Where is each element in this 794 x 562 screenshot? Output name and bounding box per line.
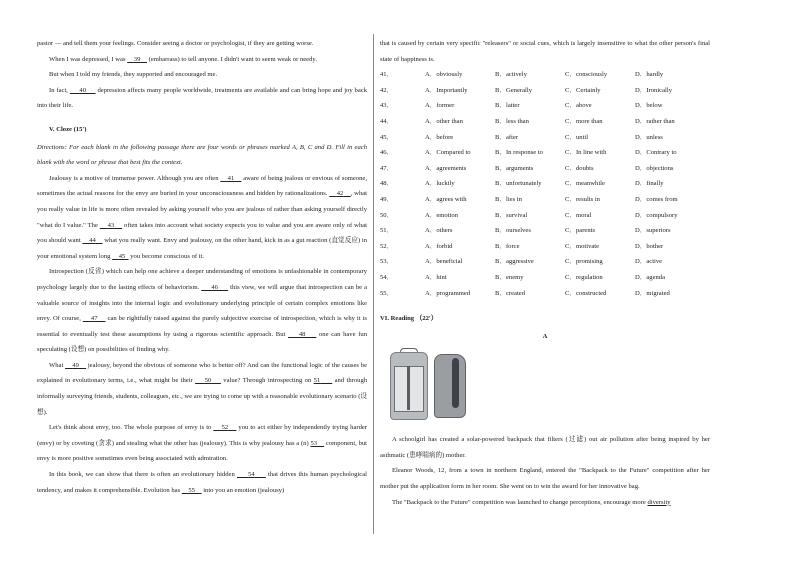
text: (embarrass) to tell anyone. I didn't want to seem weak or needy. [146, 55, 317, 63]
text: In fact, [49, 86, 70, 94]
option-a: A．hint [425, 273, 447, 281]
option-a: A．luckily [425, 180, 455, 188]
option-row [380, 223, 705, 239]
option-b: B．force [495, 242, 520, 250]
question-number: 55． [380, 289, 394, 297]
text: When I was depressed, I was [49, 55, 128, 63]
question-number: 43． [380, 102, 394, 110]
option-c: C．Certainly [565, 86, 601, 94]
section-heading: VI. Reading （22'） [380, 315, 438, 323]
option-b: B．unfortunately [495, 180, 542, 188]
text: , what you really value in life is more often revealed by asking yourself who you are jealous of rather than asking yourself directly "what do I value." The [37, 190, 367, 229]
option-d: D．Ironically [635, 86, 672, 94]
option-d: D．comes from [635, 195, 678, 203]
blank-number: 55 [188, 486, 195, 494]
question-number: 47． [380, 164, 394, 172]
blank-49 [65, 362, 86, 369]
option-row [380, 239, 705, 255]
option-b: B．latter [495, 102, 520, 110]
option-a: A．before [425, 133, 454, 141]
blank-number: 43 [107, 221, 115, 229]
text: you to act either by independently trying harder (envy) or by coveting (贪求) and stealing what the other has (jealousy). This is why jealousy has a (n) [37, 424, 367, 447]
option-row [380, 270, 705, 286]
option-c: C．motivate [565, 242, 600, 250]
option-row [380, 130, 705, 146]
option-row [380, 192, 705, 208]
blank-40 [70, 87, 96, 94]
option-d: D．superiors [635, 227, 671, 235]
question-number: 42． [380, 86, 394, 94]
underlined-word: diversity [647, 498, 671, 506]
option-d: D．compulsory [635, 211, 678, 219]
option-b: B．ourselves [495, 227, 531, 235]
text: often takes into account what society expects you to value and you are aware only of what you should want [37, 221, 368, 245]
blank-number: 46 [211, 283, 218, 291]
backpack-side [434, 354, 466, 418]
blank-number: 48 [298, 330, 306, 338]
blank-44 [82, 237, 102, 244]
text: that drives this human psychological tendency, and makes it comprehensible. Evolution has [37, 471, 367, 494]
paragraph [37, 264, 367, 358]
option-a: A．emotion [425, 211, 458, 219]
option-d: D．unless [635, 133, 663, 141]
question-number: 46． [380, 149, 394, 157]
right-column [380, 36, 710, 510]
paragraph [37, 420, 367, 467]
question-number: 52． [380, 242, 394, 250]
blank-number: 51 [313, 377, 321, 385]
backpack-image [382, 348, 470, 426]
paragraph: A schoolgirl has created a solar-powered backpack that filters (过滤) out air pollution after being inspired by her asthmatic (患哮喘病的) mother. [380, 436, 710, 459]
option-b: B．enemy [495, 273, 524, 281]
blank-53 [310, 440, 324, 447]
question-number: 49． [380, 195, 394, 203]
option-c: C．above [565, 102, 592, 110]
text: The "Backpack to the Future" competition was launched to change perceptions, encourage more [392, 498, 648, 506]
option-c: C．more than [565, 117, 603, 125]
option-d: D．hardly [635, 71, 664, 79]
blank-number: 41 [227, 174, 235, 182]
passage-label: A [542, 332, 548, 340]
directions: Directions: For each blank in the following passage there are four words or phrases marked A, B, C and D. Fill in each blank with the word or phrase that best fits the context. [37, 143, 367, 167]
text: what you really want. Envy and jealousy, on the other hand, kick in as a gut reaction (直觉反应) in your emotional system long [37, 237, 367, 260]
blank-46 [201, 284, 228, 291]
paragraph: that is caused by certain very specific "releasers" or social cues, which is largely insensitive to what the other person's final state of happiness is. [380, 40, 710, 63]
blank-43 [100, 222, 122, 229]
blank-54 [237, 471, 266, 478]
question-number: 53． [380, 258, 394, 266]
option-row [380, 114, 705, 130]
option-row [380, 176, 705, 192]
text: component, but envy is more positive sometimes even being associated with admiration. [37, 439, 368, 463]
paragraph [37, 52, 367, 68]
option-c: C．doubts [565, 164, 594, 172]
paragraph: Eleanor Woods, 12, from a town in northern England, entered the "Backpack to the Future" competition after her mother put the application form in her room. She went on to win the award for her innovative bag. [380, 467, 710, 491]
blank-47 [83, 315, 106, 322]
paragraph: But when I told my friends, they supported and encouraged me. [49, 71, 218, 79]
option-c: C．regulation [565, 273, 603, 281]
text: jealousy, beyond the obvious of someone who is better off? And can the functional logic of the causes be explained in evolutionary terms, i.e., what might be their [37, 361, 367, 385]
option-b: B．lies in [495, 195, 522, 203]
text: Introspection (反省) which can help one achieve a deeper understanding of emotions is unfashionable in contemporary psychology largely due to the lasting effects of behaviorism. [37, 268, 367, 291]
text: and through informally surveying friends, students, colleagues, etc., we are trying to come up with a reasonable evolutionary scenario (设想). [37, 377, 368, 416]
option-a: A．beneficial [425, 258, 463, 266]
question-number: 51． [380, 227, 394, 235]
paragraph [37, 171, 367, 265]
options-table [380, 67, 705, 301]
text: value? Through introspecting on [220, 377, 314, 385]
option-c: C．parents [565, 227, 596, 235]
option-a: A．other than [425, 117, 463, 125]
text: What [49, 361, 66, 369]
option-row [380, 286, 705, 302]
backpack-strap [452, 358, 459, 408]
option-c: C．until [565, 133, 589, 141]
option-a: A．obviously [425, 71, 463, 79]
blank-number: 44 [89, 237, 96, 245]
option-a: A．Compared to [425, 149, 471, 157]
option-row [380, 208, 705, 224]
option-c: C．promising [565, 258, 603, 266]
paragraph [37, 358, 367, 420]
blank-41 [220, 175, 241, 182]
option-b: B．aggressive [495, 258, 534, 266]
option-d: D．active [635, 258, 663, 266]
text: In this book, we can show that there is often an evolutionary hidden [49, 471, 237, 479]
option-b: B．Generally [495, 86, 532, 94]
option-d: D．rather than [635, 117, 675, 125]
option-c: C．In line with [565, 149, 607, 157]
option-a: A．programmed [425, 289, 471, 297]
paragraph: pastor — and tell them your feelings. Consider seeing a doctor or psychologist, if they are getting worse. [37, 40, 314, 47]
option-d: D．bother [635, 242, 664, 250]
blank-51 [314, 377, 333, 384]
paragraph [37, 83, 367, 114]
paragraph [380, 495, 710, 511]
text: one can have fun speculating (设想) on possibilities of finding why. [37, 330, 368, 354]
question-number: 44． [380, 117, 394, 125]
option-b: B．arguments [495, 164, 534, 172]
backpack-stripe [407, 366, 410, 410]
text: depression affects many people worldwide, treatments are available and can bring hope and joy back into their life. [37, 86, 367, 110]
option-b: B．survival [495, 211, 528, 219]
option-c: C．constructed [565, 289, 607, 297]
option-b: B．after [495, 133, 519, 141]
option-row [380, 254, 705, 270]
blank-48 [288, 331, 316, 338]
section-heading: V. Cloze (15') [49, 125, 87, 133]
option-a: A．others [425, 227, 453, 235]
option-row [380, 161, 705, 177]
text: Jealousy is a motive of immense power. Although you are often [49, 174, 221, 182]
text: can be rightfully raised against the purely subjective exercise of introspection, which is why it is essential to eventually test these assumptions by using a rigorous scientific approach. But [37, 315, 367, 338]
option-d: D．below [635, 102, 663, 110]
question-number: 54． [380, 273, 394, 281]
blank-52 [213, 424, 236, 431]
blank-number: 52 [221, 424, 229, 432]
option-c: C．moral [565, 211, 592, 219]
option-b: B．created [495, 289, 526, 297]
blank-number: 49 [72, 361, 79, 369]
option-row [380, 145, 705, 161]
option-d: D．finally [635, 180, 664, 188]
option-a: A．agreements [425, 164, 467, 172]
left-column [37, 36, 367, 498]
blank-55 [182, 487, 202, 494]
paragraph [37, 467, 367, 498]
option-row [380, 98, 705, 114]
blank-number: 42 [336, 190, 344, 198]
text: Let's think about envy, too. The whole purpose of envy is to [49, 424, 214, 432]
column-divider [373, 34, 374, 534]
blank-number: 45 [118, 252, 126, 260]
text: into you an emotion (jealousy) [201, 486, 285, 494]
text: aware of being jealous or envious of someone, sometimes the actual reasons for the envy are buried in your unconsciousness and hidden by rationalizations. [37, 174, 367, 198]
option-b: B．less than [495, 117, 529, 125]
blank-number: 40 [79, 86, 86, 94]
option-a: A．forbid [425, 242, 453, 250]
blank-39 [127, 56, 147, 63]
option-d: D．objections [635, 164, 674, 172]
question-number: 50． [380, 211, 394, 219]
option-c: C．consciously [565, 71, 608, 79]
blank-42 [329, 190, 350, 197]
blank-number: 39 [133, 55, 141, 63]
option-a: A．agrees with [425, 195, 467, 203]
text: this view, we will argue that introspection can be a valuable source of insights into the internal logic and evolutionary underlying principle of certain complex emotions like envy. Of course, [37, 283, 368, 323]
question-number: 41． [380, 71, 394, 79]
option-c: C．results in [565, 195, 600, 203]
option-row [380, 67, 705, 83]
blank-number: 50 [204, 377, 212, 385]
option-b: B．In response to [495, 149, 543, 157]
option-d: D．Contrary to [635, 149, 677, 157]
blank-number: 53 [310, 439, 318, 447]
question-number: 48． [380, 180, 394, 188]
blank-number: 47 [90, 315, 98, 323]
text: you become conscious of it. [128, 252, 205, 260]
option-d: D．agenda [635, 273, 666, 281]
option-c: C．meanwhile [565, 180, 605, 188]
blank-number: 54 [248, 471, 255, 479]
option-row [380, 83, 705, 99]
option-d: D．migrated [635, 289, 670, 297]
blank-45 [112, 253, 128, 260]
blank-50 [195, 377, 221, 384]
option-a: A．Importantly [425, 86, 468, 94]
question-number: 45． [380, 133, 394, 141]
option-b: B．actively [495, 71, 527, 79]
option-a: A．former [425, 102, 455, 110]
